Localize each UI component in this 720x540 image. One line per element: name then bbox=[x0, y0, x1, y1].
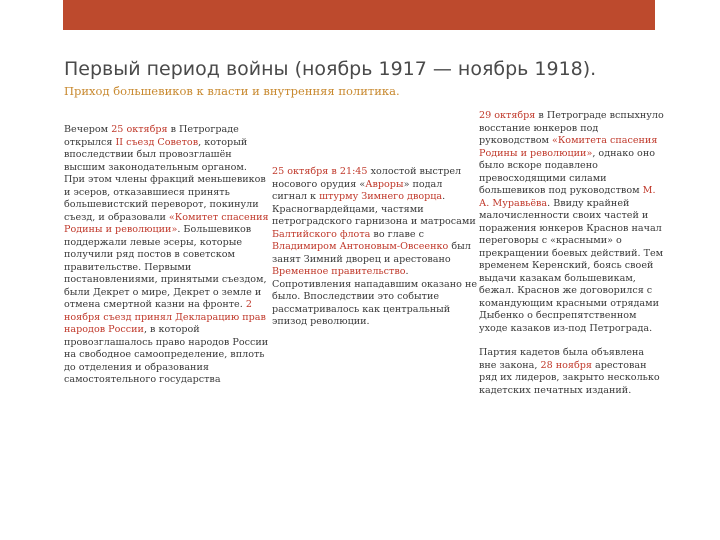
highlight: 2 ноября съезд принял Декларацию прав народов России bbox=[64, 299, 266, 335]
slide-title: Первый период войны (ноябрь 1917 — ноябрь 1918). bbox=[64, 58, 597, 80]
text-column-3 bbox=[479, 110, 664, 397]
paragraph: 29 октября в Петрограде вспыхнуло восстание юнкеров под руководством «Комитета спасения Родины и революции», однако оно было вскоре подавлено превосходящими силами большевиков под руководством М. А. Муравьёва. Ввиду крайней малочисленности своих частей и поражения юнкеров Краснов начал переговоры с «красными» о прекращении боевых действий. Тем временем Керенский, боясь своей выдачи казакам большевикам, бежал. Краснов же договорился с командующим красными отрядами Дыбенко о беспрепятственном уходе казаков из-под Петрограда. bbox=[479, 110, 664, 334]
highlight: штурму Зимнего дворца bbox=[319, 191, 443, 202]
highlight: 29 октября bbox=[479, 110, 536, 121]
highlight: «Комитета спасения Родины и революции» bbox=[479, 135, 658, 159]
highlight: II съезд Советов bbox=[115, 136, 199, 148]
highlight: 25 октября в 21:45 bbox=[272, 166, 368, 177]
slide-subtitle: Приход большевиков к власти и внутренняя политика. bbox=[64, 84, 400, 98]
highlight: 28 ноября bbox=[540, 359, 592, 371]
highlight: М. А. Муравьёва bbox=[479, 185, 656, 209]
highlight: Владимиром Антоновым-Овсеенко bbox=[272, 241, 449, 252]
paragraph: 25 октября в 21:45 холостой выстрел носового орудия «Авроры» подал сигнал к штурму Зимнего дворца. Красногвардейцами, частями петроградского гарнизона и матросами Балтийского флота во главе с Владимиром Антоновым-Овсеенко был занят Зимний дворец и арестовано Временное правительство. Сопротивления нападавшим оказано не было. Впоследствии это событие рассматривалось как центральный эпизод революции. bbox=[272, 166, 478, 327]
paragraph: Партия кадетов была объявлена вне закона, 28 ноября арестован ряд их лидеров, закрыто несколько кадетских печатных изданий. bbox=[479, 347, 660, 396]
paragraph: Вечером 25 октября в Петрограде открылся II съезд Советов, который впоследствии был провозглашён высшим законодательным органом. При этом члены фракций меньшевиков и эсеров, отказавшиеся принять большевистский переворот, покинули съезд, и образовали «Комитет спасения Родины и революции». Большевиков поддержали левые эсеры, которые получили ряд постов в советском правительстве. Первыми постановлениями, принятыми съездом, были Декрет о мире, Декрет о земле и отмена смертной казни на фронте. 2 ноября съезд принял Декларацию прав народов России, в которой провозглашалось право народов России на свободное самоопределение, вплоть до отделения и образования самостоятельного государства bbox=[64, 124, 269, 385]
text-column-1 bbox=[64, 124, 269, 387]
highlight: Балтийского флота bbox=[272, 228, 371, 240]
highlight: Временное правительство bbox=[272, 266, 406, 277]
text-column-2 bbox=[272, 166, 477, 329]
top-accent-bar bbox=[63, 0, 655, 30]
highlight: «Комитет спасения Родины и революции» bbox=[64, 211, 269, 235]
highlight: 25 октября bbox=[111, 124, 168, 135]
highlight: Авроры bbox=[365, 178, 404, 190]
